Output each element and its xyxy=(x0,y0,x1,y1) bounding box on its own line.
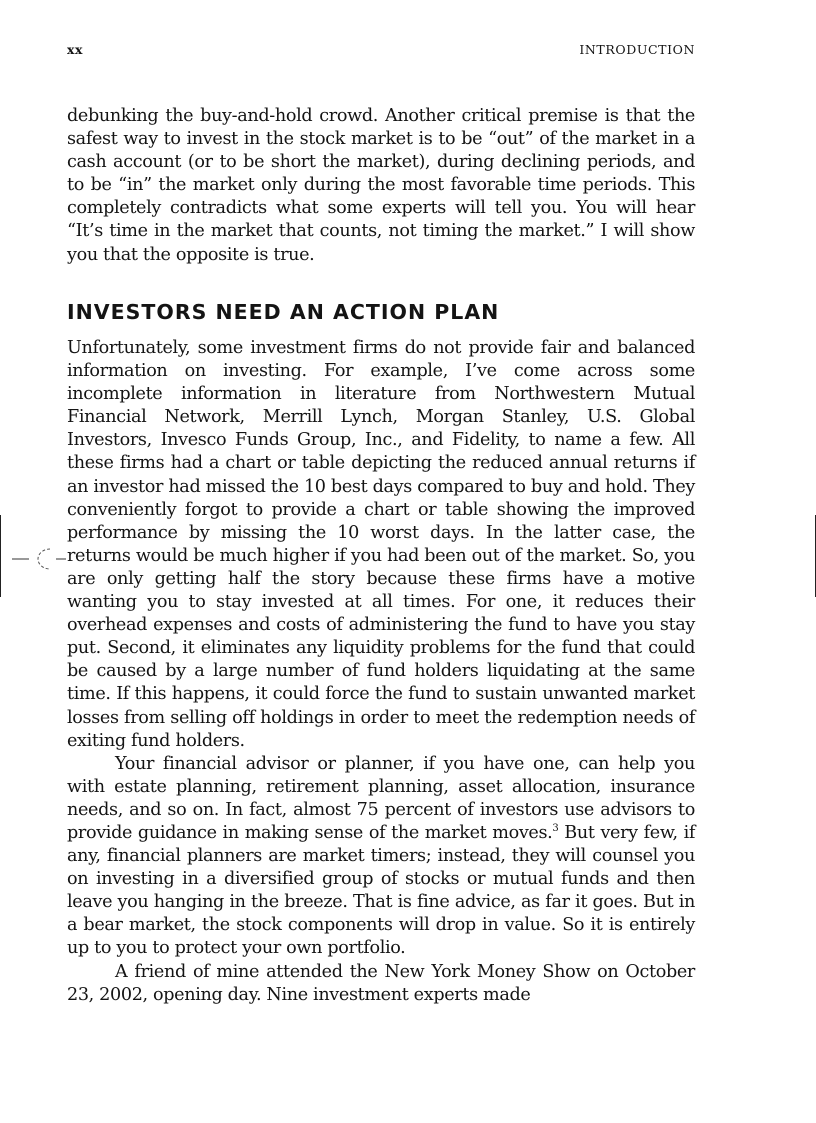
section-heading: INVESTORS NEED AN ACTION PLAN xyxy=(67,300,500,324)
advisor-text-start: Your financial advisor or planner, if you have one, can help you with estate planning, retirement planning, asset allocation, insurance needs, and so on. In fact, almost 75 percent of investors use advisors to provide guidance in making sense of the market moves. xyxy=(67,753,695,843)
chapter-title: INTRODUCTION xyxy=(579,42,695,57)
paragraph-investment-firms: Unfortunately, some investment firms do not provide fair and balanced information on investing. For example, I’ve come across some incomplete information in literature from Northwestern Mutual Financial Network, Merrill Lynch, Morgan Stanley, U.S. Global Investors, Invesco Funds Group, Inc., and Fidelity, to name a few. All these firms had a chart or table depicting the reduced annual returns if an investor had missed the 10 best days compared to buy and hold. They conveniently forgot to provide a chart or table showing the improved performance by missing the 10 worst days. In the latter case, the returns would be much higher if you had been out of the market. So, you are only getting half the story because these firms have a motive wanting you to stay invested at all times. For one, it reduces their overhead expenses and costs of administering the fund to have you stay put. Second, it eliminates any liquidity problems for the fund that could be caused by a large number of fund holders liquidating at the same time. If this happens, it could force the fund to sustain unwanted market losses from selling off holdings in order to meet the redemption needs of exiting fund holders. xyxy=(67,338,695,751)
crop-mark-left xyxy=(0,515,1,597)
paragraph-financial-advisor xyxy=(67,753,695,961)
running-head xyxy=(67,42,695,60)
registration-mark-icon xyxy=(12,546,66,572)
paragraph-money-show: A friend of mine attended the New York Money Show on October 23, 2002, opening day. Nine investment experts made xyxy=(67,961,695,1005)
page-number: xx xyxy=(67,42,83,57)
section-text-block xyxy=(67,337,695,1007)
paragraph-opening: debunking the buy-and-hold crowd. Another critical premise is that the safest way to invest in the stock market is to be “out” of the market in a cash account (or to be short the market), during declining periods, and to be “in” the market only during the most favorable time periods. This completely contradicts what some experts will tell you. You will hear “It’s time in the market that counts, not timing the market.” I will show you that the opposite is true. xyxy=(67,106,695,265)
advisor-text-end: But very few, if any, financial planners are market timers; instead, they will counsel you on investing in a diversified group of stocks or mutual funds and then leave you hanging in the breeze. That is fine advice, as far it goes. But in a bear market, the stock components will drop in value. So it is entirely up to you to protect your own portfolio. xyxy=(67,822,696,959)
opening-text-block xyxy=(67,105,695,267)
footnote-reference: 3 xyxy=(552,823,559,835)
